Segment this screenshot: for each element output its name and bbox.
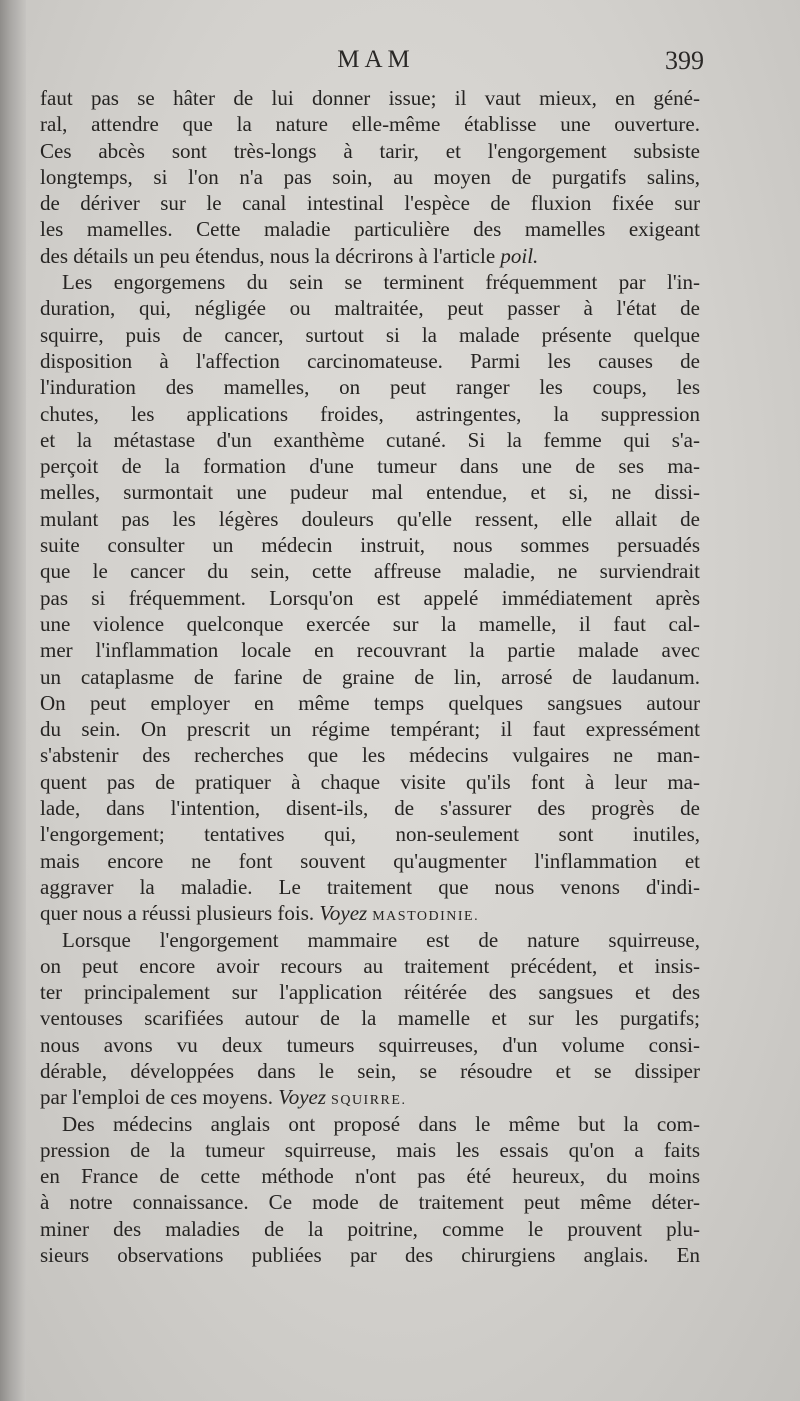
text-line — [40, 164, 700, 190]
page-gutter-shadow — [0, 0, 26, 1401]
text-line — [40, 427, 700, 453]
line-text: duration, qui, négligée ou maltraitée, peut passer à l'état de — [40, 296, 700, 321]
line-text: squirre, puis de cancer, surtout si la malade présente quelque — [40, 322, 700, 347]
line-text: une violence quelconque exercée sur la mamelle, il faut cal- — [40, 611, 700, 636]
text-line — [40, 1189, 700, 1215]
text-line — [40, 243, 700, 269]
text-line — [40, 506, 700, 532]
line-text: pression de la tumeur squirreuse, mais les essais qu'on a faits — [40, 1137, 700, 1162]
text-line — [40, 111, 700, 137]
line-text: dérable, développées dans le sein, se résoudre et se dissiper — [40, 1058, 700, 1083]
text-line — [40, 1111, 700, 1137]
line-text: l'induration des mamelles, on peut ranger les coups, les — [40, 375, 700, 400]
line-text: en France de cette méthode n'ont pas été heureux, du moins — [40, 1164, 700, 1189]
text-line — [40, 190, 700, 216]
line-text: du sein. On prescrit un régime tempérant; il faut expressément — [40, 717, 700, 742]
text-line — [40, 138, 700, 164]
text-line — [40, 690, 700, 716]
line-text: par l'emploi de ces moyens. — [40, 1085, 279, 1110]
text-line — [40, 85, 700, 111]
running-head — [40, 44, 712, 84]
text-line — [40, 664, 700, 690]
page-number: 399 — [665, 46, 704, 75]
text-line — [40, 401, 700, 427]
line-text: aggraver la maladie. Le traitement que nous venons d'indi- — [40, 874, 700, 899]
line-text: chutes, les applications froides, astringentes, la suppression — [40, 401, 700, 426]
line-text: lade, dans l'intention, disent-ils, de s'assurer des progrès de — [40, 796, 700, 821]
line-text: et la métastase d'un exanthème cutané. Si la femme qui s'a- — [40, 427, 700, 452]
line-text: quer nous a réussi plusieurs fois. — [40, 901, 320, 926]
text-line — [40, 348, 700, 374]
line-text: nous avons vu deux tumeurs squirreuses, d'un volume consi- — [40, 1032, 700, 1057]
line-text: perçoit de la formation d'une tumeur dans une de ses ma- — [40, 454, 700, 479]
text-line — [40, 1163, 700, 1189]
text-line — [40, 900, 700, 926]
body-text — [40, 85, 700, 1268]
text-line — [40, 295, 700, 321]
running-title: MAM — [337, 46, 415, 73]
line-text: disposition à l'affection carcinomateuse. Parmi les causes de — [40, 348, 700, 373]
text-line — [40, 1032, 700, 1058]
text-line — [40, 1242, 700, 1268]
line-text: mais encore ne font souvent qu'augmenter l'inflammation et — [40, 848, 700, 873]
line-text: ventouses scarifiées autour de la mamelle et sur les purgatifs; — [40, 1006, 700, 1031]
line-text: longtemps, si l'on n'a pas soin, au moyen de purgatifs salins, — [40, 164, 700, 189]
line-text: ter principalement sur l'application réitérée des sangsues et des — [40, 980, 700, 1005]
text-line — [40, 742, 700, 768]
line-smallcaps-reference: MASTODINIE. — [367, 909, 480, 925]
text-line — [40, 558, 700, 584]
line-text: Des médecins anglais ont proposé dans le même but la com- — [62, 1111, 700, 1136]
text-line — [40, 269, 700, 295]
text-line — [40, 1137, 700, 1163]
text-line — [40, 927, 700, 953]
line-smallcaps-reference: SQUIRRE. — [326, 1093, 407, 1109]
text-line — [40, 532, 700, 558]
text-line — [40, 953, 700, 979]
line-text: Les engorgemens du sein se terminent fréquemment par l'in- — [62, 270, 700, 295]
line-text: on peut encore avoir recours au traitement précédent, et insis- — [40, 953, 700, 978]
text-line — [40, 1058, 700, 1084]
line-text: suite consulter un médecin instruit, nous sommes persuadés — [40, 533, 700, 558]
line-text: mulant pas les légères douleurs qu'elle ressent, elle allait de — [40, 506, 700, 531]
line-text: miner des maladies de la poitrine, comme le prouvent plu- — [40, 1216, 700, 1241]
text-line — [40, 611, 700, 637]
line-text: faut pas se hâter de lui donner issue; il vaut mieux, en géné- — [40, 86, 700, 110]
line-text: On peut employer en même temps quelques sangsues autour — [40, 690, 700, 715]
line-text: à notre connaissance. Ce mode de traitement peut même déter- — [40, 1190, 700, 1215]
text-line — [40, 637, 700, 663]
line-italic-text: Voyez — [319, 901, 368, 926]
text-line — [40, 795, 700, 821]
text-line — [40, 216, 700, 242]
line-text: quent pas de pratiquer à chaque visite qu'ils font à leur ma- — [40, 769, 700, 794]
text-line — [40, 1084, 700, 1110]
line-text: pas si fréquemment. Lorsqu'on est appelé immédiatement après — [40, 585, 700, 610]
text-line — [40, 479, 700, 505]
line-text: melles, surmontait une pudeur mal entendue, et si, ne dissi- — [40, 480, 700, 505]
text-line — [40, 374, 700, 400]
line-text: Ces abcès sont très-longs à tarir, et l'engorgement subsiste — [40, 138, 700, 163]
text-line — [40, 1005, 700, 1031]
text-line — [40, 322, 700, 348]
line-text: que le cancer du sein, cette affreuse maladie, ne surviendrait — [40, 559, 700, 584]
text-line — [40, 979, 700, 1005]
line-text: Lorsque l'engorgement mammaire est de nature squirreuse, — [62, 927, 700, 952]
text-line — [40, 453, 700, 479]
line-text: un cataplasme de farine de graine de lin, arrosé de laudanum. — [40, 664, 700, 689]
text-line — [40, 874, 700, 900]
text-line — [40, 821, 700, 847]
text-line — [40, 585, 700, 611]
line-italic-text: poil. — [500, 243, 539, 268]
line-text: sieurs observations publiées par des chirurgiens anglais. En — [40, 1243, 700, 1268]
text-line — [40, 716, 700, 742]
line-text: ral, attendre que la nature elle-même établisse une ouverture. — [40, 112, 700, 137]
line-text: l'engorgement; tentatives qui, non-seulement sont inutiles, — [40, 822, 700, 847]
text-line — [40, 1216, 700, 1242]
line-text: de dériver sur le canal intestinal l'espèce de fluxion fixée sur — [40, 191, 700, 216]
text-line — [40, 769, 700, 795]
line-text: des détails un peu étendus, nous la décrirons à l'article — [40, 243, 501, 268]
text-line — [40, 848, 700, 874]
line-italic-text: Voyez — [278, 1085, 327, 1110]
line-text: s'abstenir des recherches que les médecins vulgaires ne man- — [40, 743, 700, 768]
line-text: mer l'inflammation locale en recouvrant la partie malade avec — [40, 638, 700, 663]
line-text: les mamelles. Cette maladie particulière des mamelles exigeant — [40, 217, 700, 242]
